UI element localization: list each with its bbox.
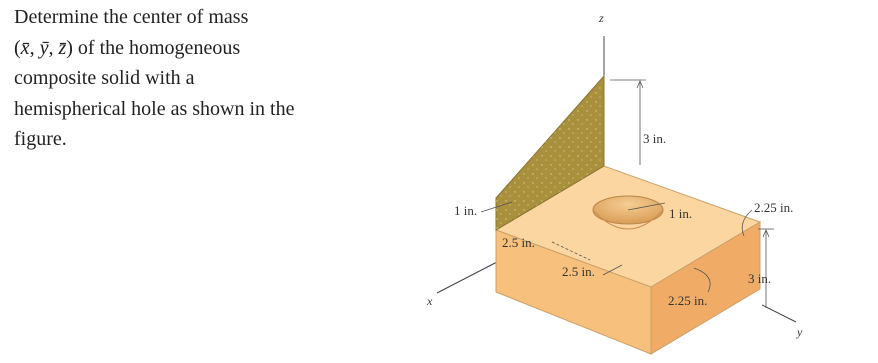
comma-2: , (48, 36, 59, 59)
x-bar-symbol: x̄ (20, 36, 30, 59)
y-axis-line (762, 305, 796, 322)
dim-label-hole-radius: 1 in. (669, 206, 693, 221)
dim-label-hole-x: 2.5 in. (502, 235, 535, 250)
line-2-rest: ) of the homogeneous (66, 36, 241, 59)
dim-label-wedge-thickness: 1 in. (454, 203, 478, 218)
dim-label-wedge-height: 3 in. (643, 131, 667, 146)
dim-label-right-offset: 2.25 in. (754, 200, 794, 215)
z-axis-label: z (599, 11, 604, 25)
paren-open: ( (14, 36, 21, 59)
z-bar-symbol: z̄ (58, 36, 67, 59)
y-bar-symbol: ȳ (39, 36, 49, 59)
x-axis-label: x (427, 294, 433, 308)
y-axis-label: y (797, 325, 803, 339)
dim-label-right-height: 3 in. (748, 271, 772, 286)
problem-line-1: Determine the center of mass (14, 6, 249, 28)
dim-label-front-offset: 2.25 in. (668, 293, 708, 308)
comma-1: , (29, 36, 40, 59)
problem-line-3: composite solid with a (14, 67, 195, 89)
x-axis-line (437, 262, 497, 293)
problem-line-4: hemispherical hole as shown in the (14, 97, 295, 120)
problem-line-5: figure. (14, 128, 67, 150)
dim-label-hole-y: 2.5 in. (562, 264, 595, 279)
